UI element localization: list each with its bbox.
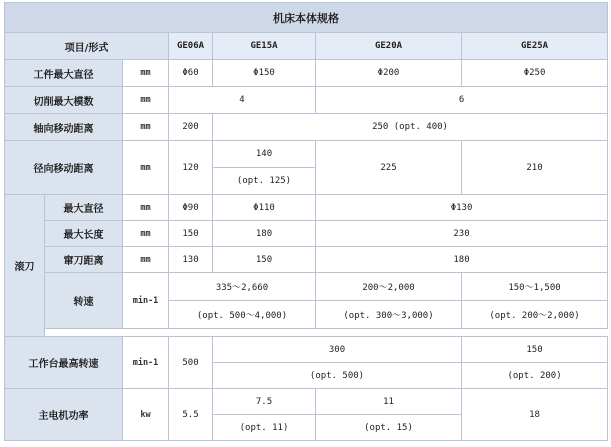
cell: 150	[169, 221, 213, 247]
cell: 4	[169, 87, 316, 114]
cell: (opt. 200)	[462, 363, 608, 389]
cell: 150～1,500	[462, 273, 608, 301]
unit: min-1	[123, 337, 169, 389]
cell: 11	[316, 389, 462, 415]
unit: mm	[123, 141, 169, 195]
cell: (opt. 11)	[213, 415, 316, 441]
model-ge20a: GE20A	[316, 33, 462, 60]
spec-table	[4, 2, 608, 441]
cell: 200～2,000	[316, 273, 462, 301]
header-item-label: 项目/形式	[5, 33, 169, 60]
group-label-hob: 滚刀	[5, 195, 45, 337]
cell: (opt. 200～2,000)	[462, 301, 608, 329]
cell: 210	[462, 141, 608, 195]
cell: Φ250	[462, 60, 608, 87]
unit: mm	[123, 195, 169, 221]
cell: 335～2,660	[169, 273, 316, 301]
row-label-motor: 主电机功率	[5, 389, 123, 441]
row-label-hob-max-len: 最大长度	[45, 221, 123, 247]
unit: mm	[123, 60, 169, 87]
cell: 180	[316, 247, 608, 273]
cell: (opt. 500～4,000)	[169, 301, 316, 329]
cell: Φ110	[213, 195, 316, 221]
unit: kw	[123, 389, 169, 441]
cell: 200	[169, 114, 213, 141]
cell: 18	[462, 389, 608, 441]
model-ge06a: GE06A	[169, 33, 213, 60]
row-label-hob-max-dia: 最大直径	[45, 195, 123, 221]
cell: 140	[213, 141, 316, 168]
cell: Φ130	[316, 195, 608, 221]
unit: mm	[123, 221, 169, 247]
unit: min-1	[123, 273, 169, 329]
row-label-hob-speed: 转速	[45, 273, 123, 329]
cell: Φ60	[169, 60, 213, 87]
cell: (opt. 500)	[213, 363, 462, 389]
cell: 500	[169, 337, 213, 389]
model-ge15a: GE15A	[213, 33, 316, 60]
cell: 150	[213, 247, 316, 273]
cell: 225	[316, 141, 462, 195]
cell: 5.5	[169, 389, 213, 441]
cell: (opt. 15)	[316, 415, 462, 441]
cell: 7.5	[213, 389, 316, 415]
cell: 120	[169, 141, 213, 195]
model-ge25a: GE25A	[462, 33, 608, 60]
cell: 150	[462, 337, 608, 363]
row-label-radial: 径向移动距离	[5, 141, 123, 195]
cell: 180	[213, 221, 316, 247]
cell: Φ150	[213, 60, 316, 87]
unit: mm	[123, 87, 169, 114]
cell: (opt. 125)	[213, 168, 316, 195]
cell: 130	[169, 247, 213, 273]
cell: 250 (opt. 400)	[213, 114, 608, 141]
cell: Φ90	[169, 195, 213, 221]
row-label-max-module: 切削最大模数	[5, 87, 123, 114]
unit: mm	[123, 114, 169, 141]
table-title: 机床本体规格	[5, 3, 608, 33]
row-label-max-dia: 工件最大直径	[5, 60, 123, 87]
row-label-axial: 轴向移动距离	[5, 114, 123, 141]
cell: 230	[316, 221, 608, 247]
row-label-table-speed: 工作台最高转速	[5, 337, 123, 389]
unit: mm	[123, 247, 169, 273]
cell: 300	[213, 337, 462, 363]
cell: (opt. 300～3,000)	[316, 301, 462, 329]
cell: Φ200	[316, 60, 462, 87]
row-label-hob-shift: 窜刀距离	[45, 247, 123, 273]
cell: 6	[316, 87, 608, 114]
